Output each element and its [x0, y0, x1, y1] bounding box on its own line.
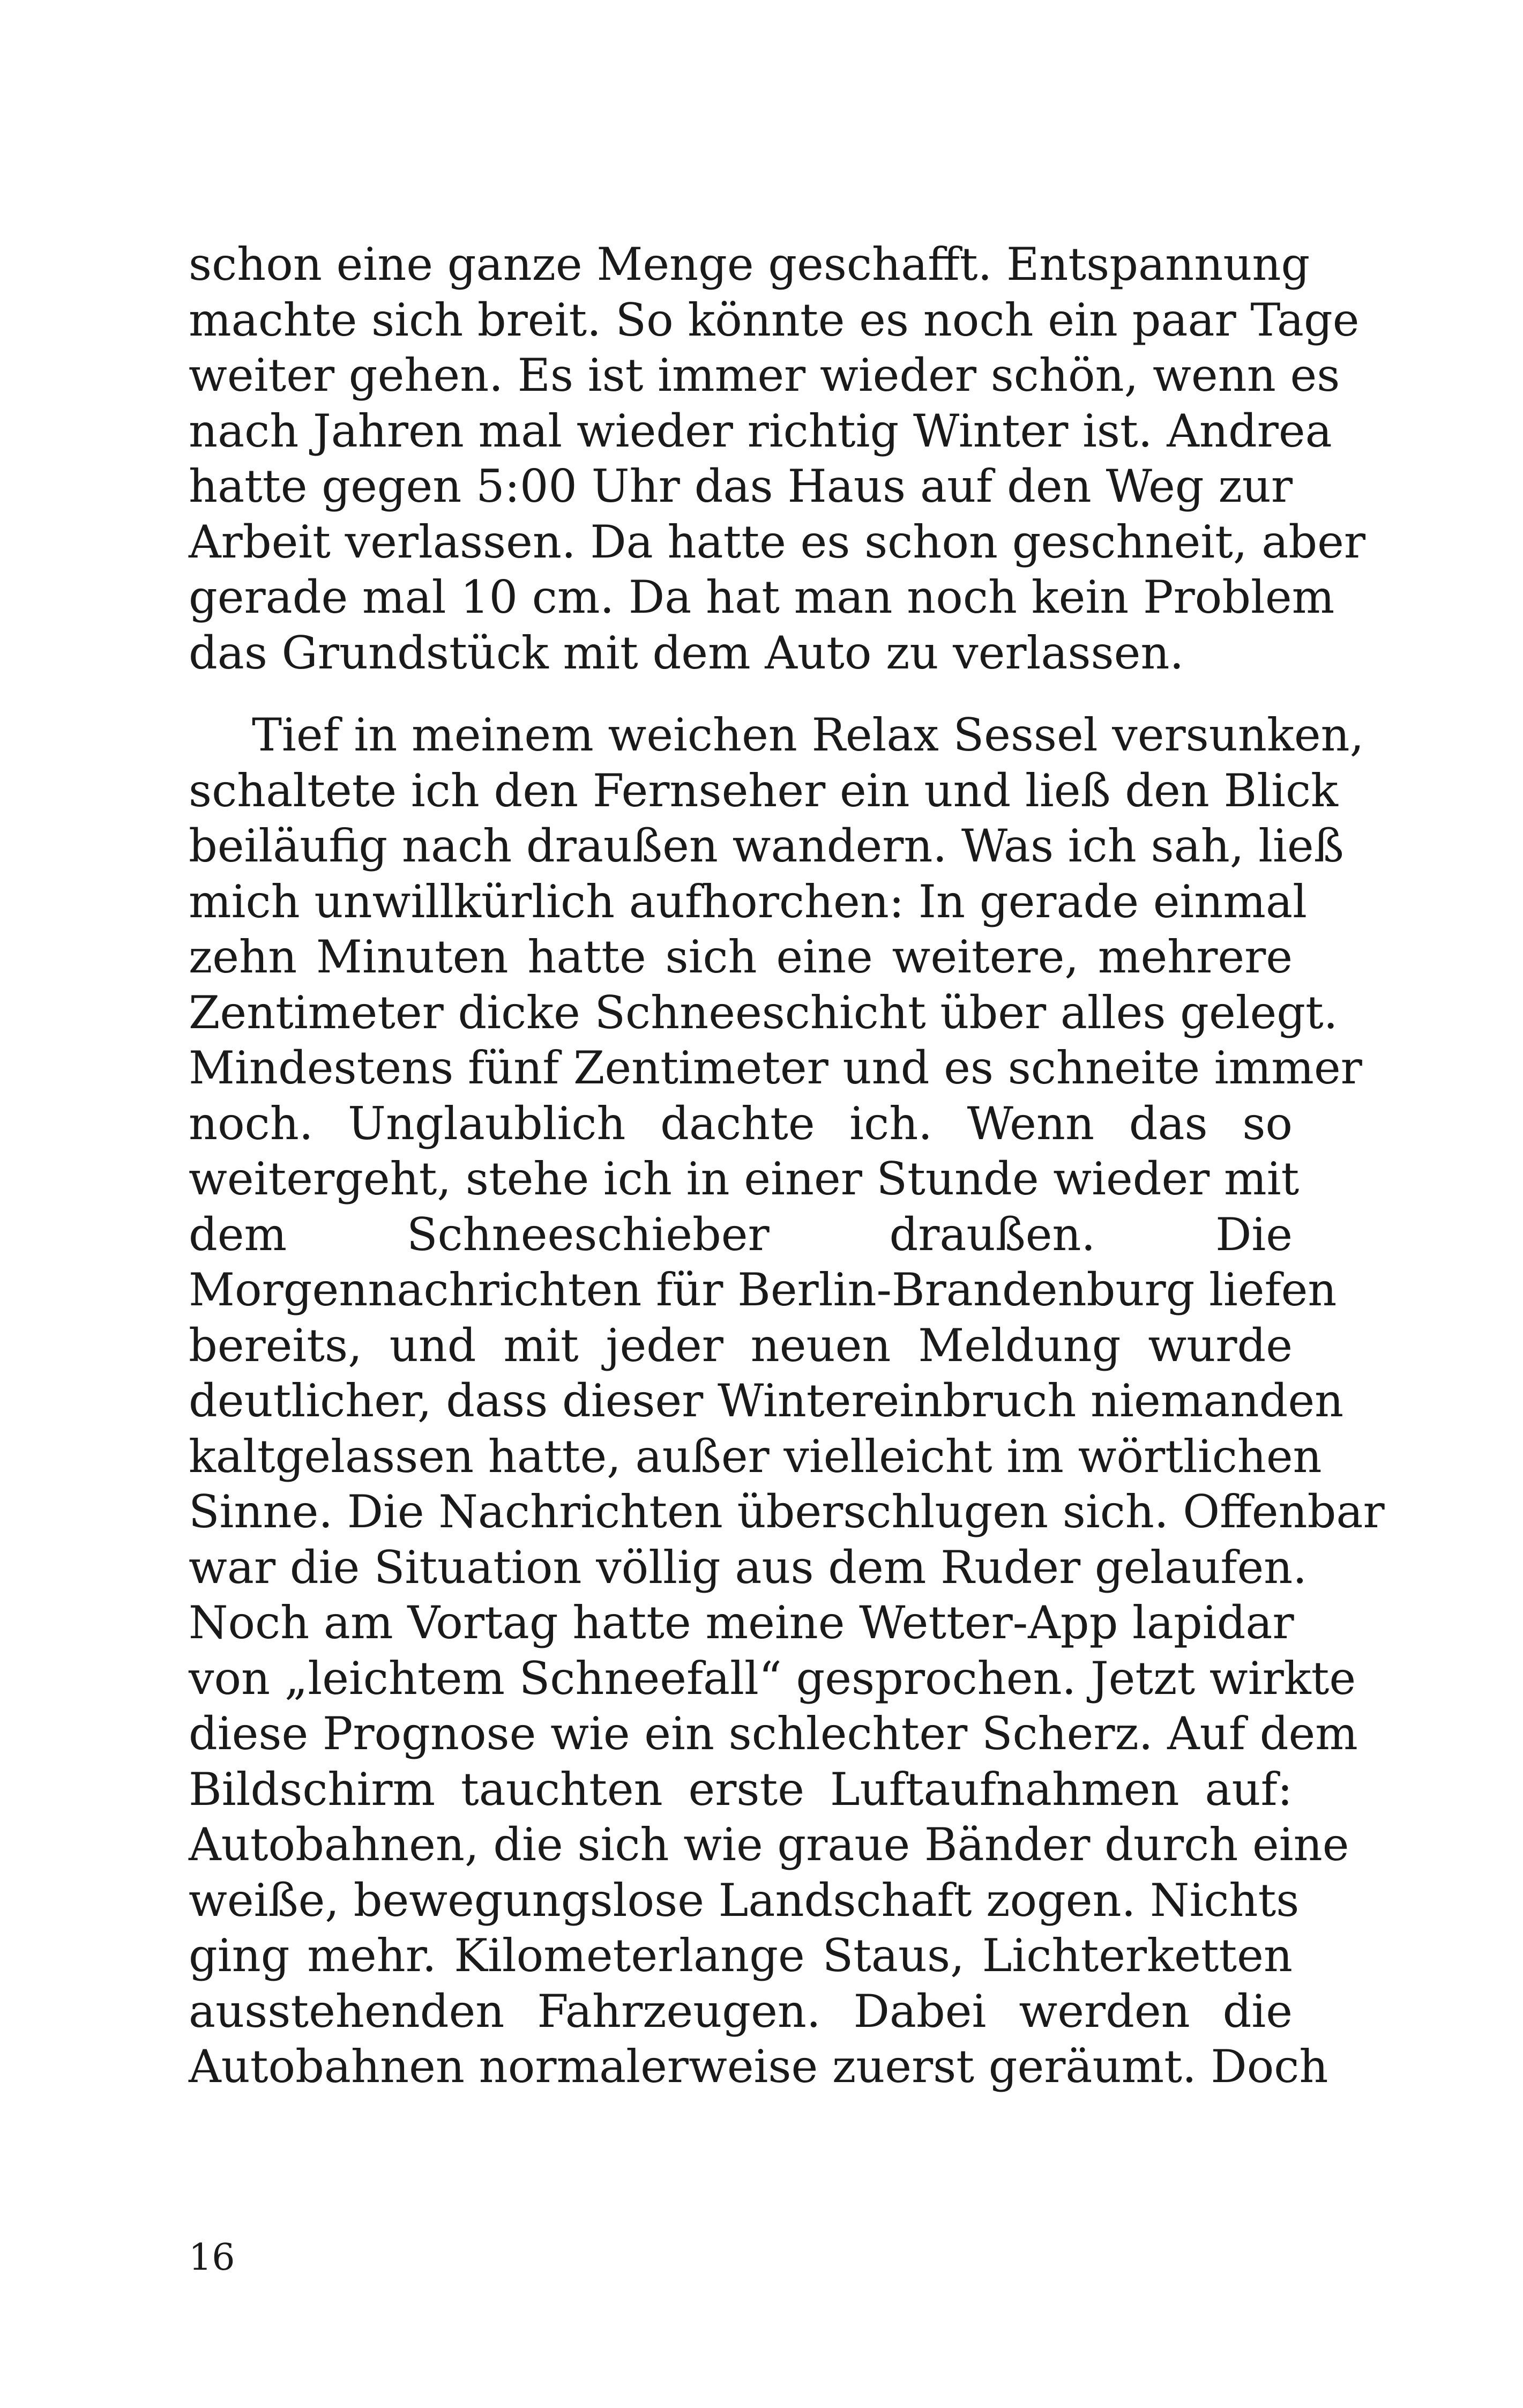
- paragraph-1: [189, 237, 1365, 681]
- text-line: noch. Unglaublich dachte ich. Wenn das so: [189, 1097, 1293, 1150]
- text-line: Noch am Vortag hatte meine Wetter-App lapidar: [189, 1596, 1294, 1649]
- text-line: ausstehenden Fahrzeugen. Dabei werden die: [189, 1985, 1293, 2038]
- text-line: nach Jahren mal wieder richtig Winter ist. Andrea: [189, 404, 1332, 457]
- page-number: 16: [189, 2236, 235, 2279]
- text-line: Bildschirm tauchten erste Luftaufnahmen auf:: [189, 1763, 1293, 1816]
- text-line: Arbeit verlassen. Da hatte es schon geschneit, aber: [189, 515, 1365, 568]
- text-line: war die Situation völlig aus dem Ruder gelaufen.: [189, 1541, 1307, 1594]
- text-line: mich unwillkürlich aufhorchen: In gerade einmal: [189, 875, 1307, 928]
- text-line: Morgennachrichten für Berlin-Brandenburg liefen: [189, 1264, 1337, 1316]
- text-line: kaltgelassen hatte, außer vielleicht im wörtlichen: [189, 1430, 1322, 1483]
- text-line: deutlicher, dass dieser Wintereinbruch niemanden: [189, 1374, 1344, 1427]
- text-line: gerade mal 10 cm. Da hat man noch kein Problem: [189, 571, 1335, 623]
- text-line: Autobahnen normalerweise zuerst geräumt. Doch: [189, 2040, 1328, 2093]
- text-line: zehn Minuten hatte sich eine weitere, mehrere: [189, 931, 1293, 983]
- paragraph-2: [189, 708, 1385, 2095]
- text-line: machte sich breit. So könnte es noch ein paar Tage: [189, 293, 1360, 346]
- text-line: ging mehr. Kilometerlange Staus, Lichterketten: [189, 1929, 1293, 1982]
- text-line: dem Schneeschieber draußen. Die: [189, 1208, 1293, 1261]
- text-line: Sinne. Die Nachrichten überschlugen sich. Offenbar: [189, 1485, 1385, 1538]
- text-line: schaltete ich den Fernseher ein und ließ den Blick: [189, 764, 1338, 817]
- text-line: Tief in meinem weichen Relax Sessel versunken,: [252, 709, 1364, 761]
- text-line: beiläufig nach draußen wandern. Was ich sah, ließ: [189, 820, 1344, 872]
- text-line: Autobahnen, die sich wie graue Bänder durch eine: [189, 1818, 1349, 1871]
- text-line: schon eine ganze Menge geschafft. Entspannung: [189, 238, 1310, 291]
- text-line: weitergeht, stehe ich in einer Stunde wieder mit: [189, 1153, 1300, 1205]
- text-line: diese Prognose wie ein schlechter Scherz. Auf dem: [189, 1707, 1358, 1760]
- text-line: weiße, bewegungslose Landschaft zogen. Nichts: [189, 1874, 1300, 1927]
- text-line: bereits, und mit jeder neuen Meldung wurde: [189, 1319, 1293, 1372]
- text-line: Mindestens fünf Zentimeter und es schneite immer: [189, 1042, 1362, 1094]
- text-line: von „leichtem Schneefall“ gesprochen. Jetzt wirkte: [189, 1652, 1356, 1705]
- text-line: das Grundstück mit dem Auto zu verlassen.: [189, 626, 1184, 679]
- text-line: hatte gegen 5:00 Uhr das Haus auf den Weg zur: [189, 460, 1293, 512]
- text-line: weiter gehen. Es ist immer wieder schön, wenn es: [189, 349, 1340, 402]
- text-line: Zentimeter dicke Schneeschicht über alles gelegt.: [189, 986, 1338, 1039]
